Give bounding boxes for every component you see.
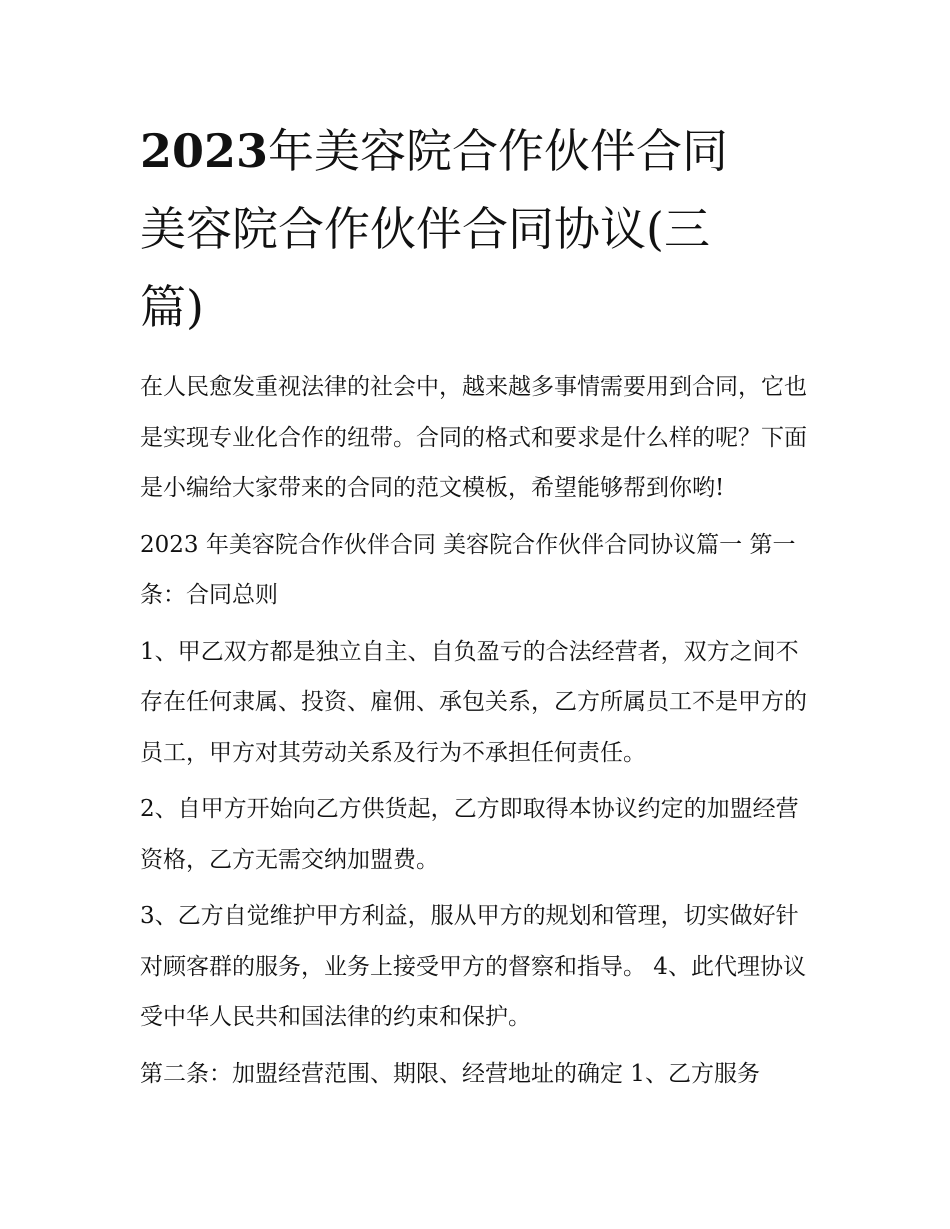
clause-1-paragraph: 1、甲乙双方都是独立自主、自负盈亏的合法经营者，双方之间不存在任何隶属、投资、雇佣、承包关系，乙方所属员工不是甲方的员工，甲方对其劳动关系及行为不承担任何责任。 (140, 638, 807, 766)
title-year: 2023 (140, 124, 269, 178)
intro-paragraph: 在人民愈发重视法律的社会中，越来越多事情需要用到合同，它也是实现专业化合作的纽带。合同的格式和要求是什么样的呢？下面是小编给大家带来的合同的范文模板，希望能够帮到你哟! (140, 374, 807, 501)
clause-2-paragraph: 2、自甲方开始向乙方供货起，乙方即取得本协议约定的加盟经营资格，乙方无需交纳加盟费。 (140, 796, 799, 873)
title-line-3: 篇) (140, 280, 204, 334)
section-heading-paragraph: 2023 年美容院合作伙伴合同 美容院合作伙伴合同协议篇一 第一条：合同总则 (140, 531, 796, 608)
clause-3-paragraph: 3、乙方自觉维护甲方利益，服从甲方的规划和管理，切实做好针对顾客群的服务，业务上接受甲方的督察和指导。 4、此代理协议受中华人民共和国法律的约束和保护。 (140, 903, 806, 1030)
title-line-1-text: 年美容院合作伙伴合同 (268, 124, 729, 178)
article-2-paragraph: 第二条：加盟经营范围、期限、经营地址的确定 1、乙方服务 (140, 1060, 760, 1087)
document-title (140, 112, 820, 346)
title-line-2: 美容院合作伙伴合同协议(三 (140, 202, 710, 256)
document-content (140, 112, 820, 1099)
title-line-1 (140, 112, 820, 190)
